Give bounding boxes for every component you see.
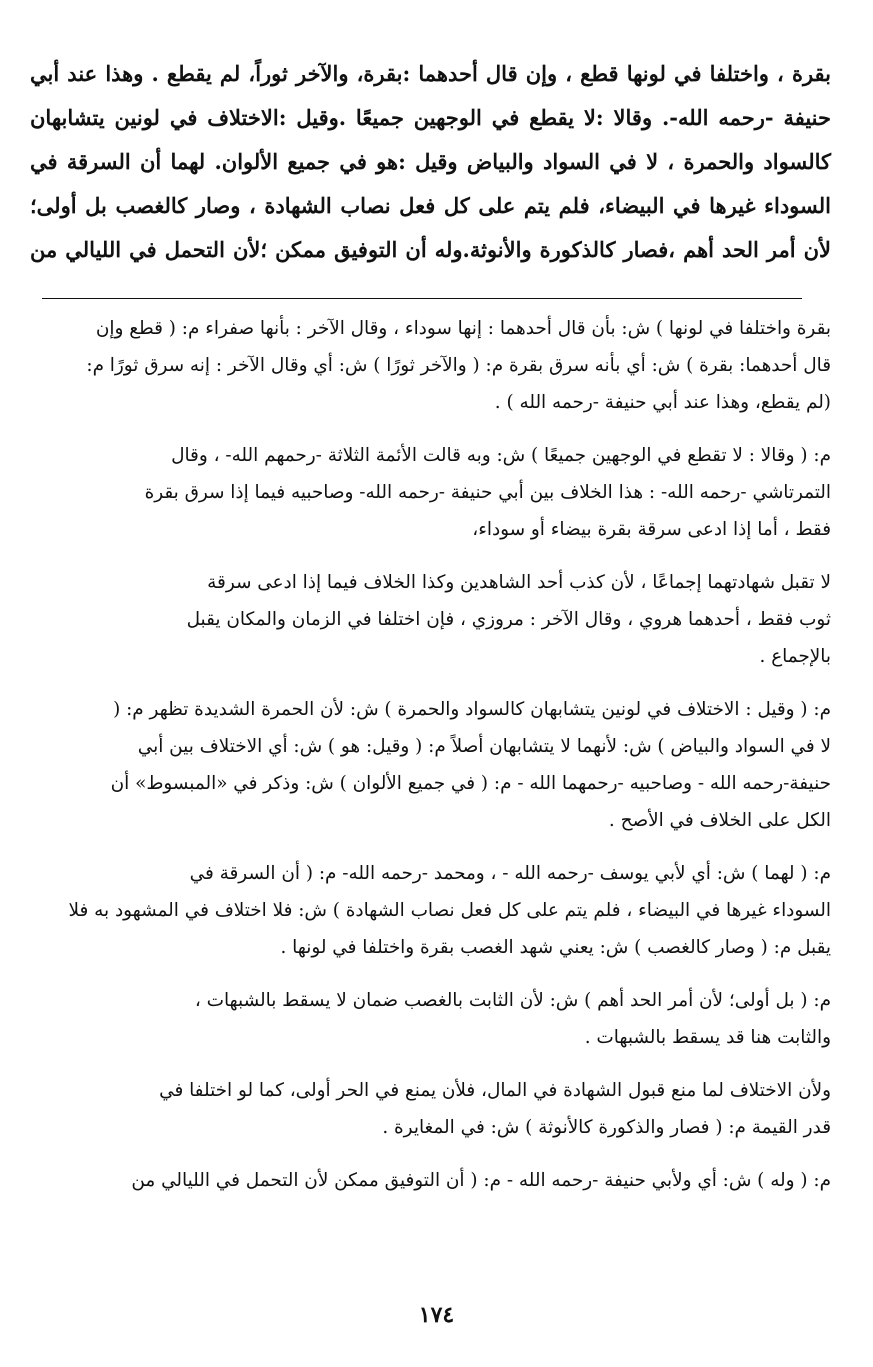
main-text (30, 52, 831, 272)
commentary (30, 310, 831, 1215)
commentary-paragraph (30, 564, 831, 675)
commentary-line: يقبل م: ( وصار كالغصب ) ش: يعني شهد الغصب بقرة واختلفا في لونها . (280, 937, 831, 958)
commentary-paragraph (30, 1072, 831, 1146)
commentary-line: قدر القيمة م: ( فصار والذكورة كالأنوثة ) ش: في المغايرة . (382, 1117, 831, 1138)
commentary-paragraph (30, 982, 831, 1056)
commentary-paragraph (30, 855, 831, 966)
commentary-paragraph (30, 437, 831, 548)
main-text-line: لأن أمر الحد أهم ،فصار كالذكورة والأنوثة.وله أن التوفيق ممكن ؛لأن التحمل في الليالي من (30, 237, 831, 262)
commentary-line: ثوب فقط ، أحدهما هروي ، وقال الآخر : مروزي ، فإن اختلفا في الزمان والمكان يقبل (186, 609, 831, 630)
commentary-line: م: ( وقالا : لا تقطع في الوجهين جميعًا ) ش: وبه قالت الأئمة الثلاثة -رحمهم الله- ، وقال (171, 445, 831, 466)
commentary-line: قال أحدهما: بقرة ) ش: أي بأنه سرق بقرة م: ( والآخر ثورًا ) ش: أي وقال الآخر : إنه سرق ثورًا م: (86, 355, 831, 376)
commentary-line: بالإجماع . (759, 646, 831, 667)
commentary-line: بقرة واختلفا في لونها ) ش: بأن قال أحدهما : إنها سوداء ، وقال الآخر : بأنها صفراء م: ( قطع وإن (95, 318, 831, 339)
commentary-line: (لم يقطع، وهذا عند أبي حنيفة -رحمه الله ) . (494, 392, 831, 413)
commentary-paragraph (30, 691, 831, 839)
main-text-line: حنيفة -رحمه الله-. وقالا :لا يقطع في الوجهين جميعًا .وقيل :الاختلاف في لونين يتشابهان (30, 105, 831, 130)
commentary-line: م: ( وقيل : الاختلاف في لونين يتشابهان كالسواد والحمرة ) ش: لأن الحمرة الشديدة تظهر م: ( (113, 699, 831, 720)
commentary-line: لا تقبل شهادتهما إجماعًا ، لأن كذب أحد الشاهدين وكذا الخلاف فيما إذا ادعى سرقة (207, 572, 831, 593)
separator-rule (42, 298, 802, 299)
commentary-paragraph (30, 1162, 831, 1199)
commentary-line: م: ( لهما ) ش: أي لأبي يوسف -رحمه الله - ، ومحمد -رحمه الله- م: ( أن السرقة في (189, 863, 831, 884)
commentary-line: حنيفة-رحمه الله - وصاحبيه -رحمهما الله - م: ( في جميع الألوان ) ش: وذكر في «المبسوط» أن (110, 773, 831, 794)
commentary-line: م: ( وله ) ش: أي ولأبي حنيفة -رحمه الله - م: ( أن التوفيق ممكن لأن التحمل في الليالي من (131, 1170, 831, 1191)
commentary-line: الكل على الخلاف في الأصح . (608, 810, 831, 831)
commentary-line: التمرتاشي -رحمه الله- : هذا الخلاف بين أبي حنيفة -رحمه الله- وصاحبيه فيما إذا سرق بقرة (144, 482, 831, 503)
main-text-line: كالسواد والحمرة ، لا في السواد والبياض وقيل :هو في جميع الألوان. لهما أن السرقة في (30, 149, 831, 174)
commentary-line: فقط ، أما إذا ادعى سرقة بقرة بيضاء أو سوداء، (472, 519, 831, 540)
page-number: ١٧٤ (418, 1302, 455, 1328)
commentary-line: السوداء غيرها في البيضاء ، فلم يتم على كل فعل نصاب الشهادة ) ش: فلا اختلاف في المشهود به فلا (68, 900, 831, 921)
commentary-line: ولأن الاختلاف لما منع قبول الشهادة في المال، فلأن يمنع في الحر أولى، كما لو اختلفا في (159, 1080, 831, 1101)
commentary-paragraph (30, 310, 831, 421)
commentary-line: والثابت هنا قد يسقط بالشبهات . (584, 1027, 831, 1048)
commentary-line: لا في السواد والبياض ) ش: لأنهما لا يتشابهان أصلاً م: ( وقيل: هو ) ش: أي الاختلاف بين أبي (137, 736, 831, 757)
commentary-line: م: ( بل أولى؛ لأن أمر الحد أهم ) ش: لأن الثابت بالغصب ضمان لا يسقط بالشبهات ، (194, 990, 831, 1011)
main-text-line: بقرة ، واختلفا في لونها قطع ، وإن قال أحدهما :بقرة، والآخر ثوراً، لم يقطع . وهذا عند أبي (30, 61, 831, 86)
main-text-line: السوداء غيرها في البيضاء، فلم يتم على كل فعل نصاب الشهادة ، وصار كالغصب بل أولى؛ (30, 193, 831, 218)
